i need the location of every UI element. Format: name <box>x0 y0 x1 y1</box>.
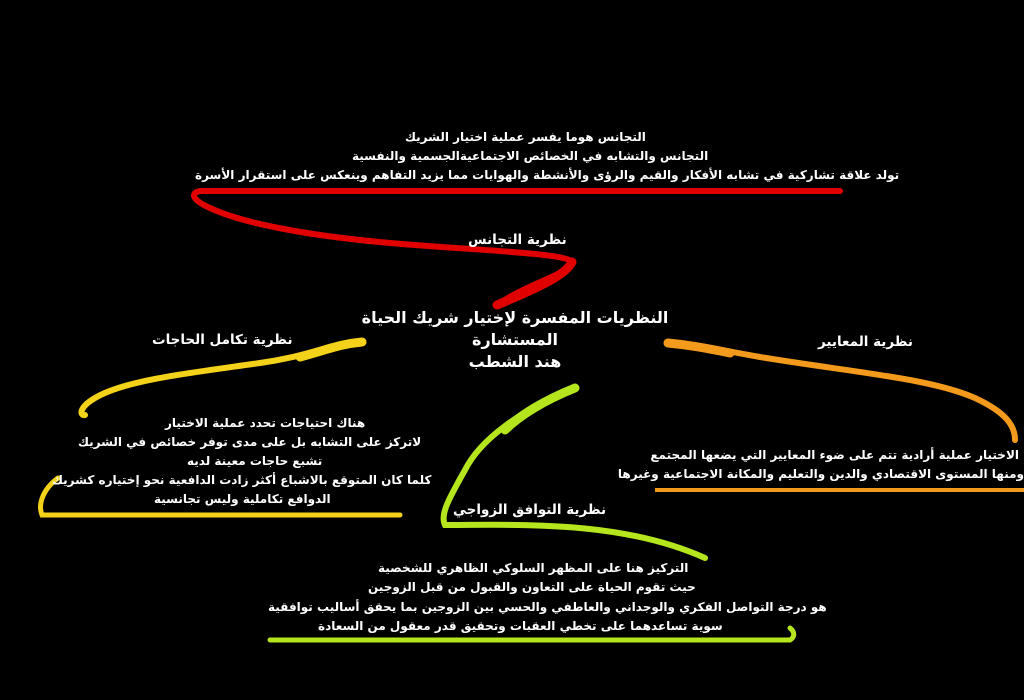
label-complementary: نظرية تكامل الحاجات <box>152 332 293 348</box>
text-compatibility-3: هو درجة التواصل الفكري والوجداني والعاطفي والحسي بين الزوجين بما يحقق أساليب توافقية <box>268 600 827 614</box>
text-homogeneity-1: التجانس هوما يفسر عملية اختيار الشريك <box>405 130 646 144</box>
text-compatibility-4: سوية تساعدهما على تخطي العقبات وتحقيق قدر معقول من السعادة <box>318 619 723 633</box>
label-norms: نظرية المعايير <box>818 334 913 350</box>
text-complementary-3: تشبع حاجات معينة لديه <box>187 454 323 468</box>
label-homogeneity: نظرية التجانس <box>468 232 567 248</box>
label-compatibility: نظرية التوافق الزواجي <box>453 502 607 518</box>
central-subtitle: المستشارة <box>472 330 558 349</box>
text-compatibility-2: حيث تقوم الحياة على التعاون والقبول من قبل الزوجين <box>368 580 696 594</box>
text-compatibility-1: التركيز هنا على المظهر السلوكي الظاهري للشخصية <box>378 561 689 575</box>
text-complementary-4: كلما كان المتوقع بالاشباع أكثر زادت الدافعية نحو إختياره كشريك <box>52 473 432 487</box>
text-complementary-5: الدوافع تكاملية وليس تجانسية <box>154 492 331 506</box>
central-title: النظريات المفسرة لإختيار شريك الحياة <box>361 308 669 327</box>
text-complementary-2: لاتركز على التشابه بل على مدى توفر خصائص في الشريك <box>78 435 422 449</box>
branch-norms <box>668 343 1015 440</box>
central-topic <box>360 307 670 373</box>
text-homogeneity-2: التجانس والتشابه في الخصائص الاجتماعيةالجسمية والنفسية <box>352 149 709 163</box>
branch-homogeneity <box>194 191 840 305</box>
central-author: هند الشطب <box>468 352 562 371</box>
text-norms-1: الاختيار عملية أرادية تتم على ضوء المعايير التي يضعها المجتمع <box>650 448 1019 462</box>
text-homogeneity-3: تولد علاقة تشاركية في تشابه الأفكار والقيم والرؤى والأنشطة والهوايات مما يزيد التفاهم وينعكس على استقرار الأسرة <box>195 168 900 182</box>
text-complementary-1: هناك احتياجات تحدد عملية الاختيار <box>165 416 366 430</box>
text-norms-2: ومنها المستوى الاقتصادي والدين والتعليم والمكانة الاجتماعية وغيرها <box>617 467 1024 481</box>
